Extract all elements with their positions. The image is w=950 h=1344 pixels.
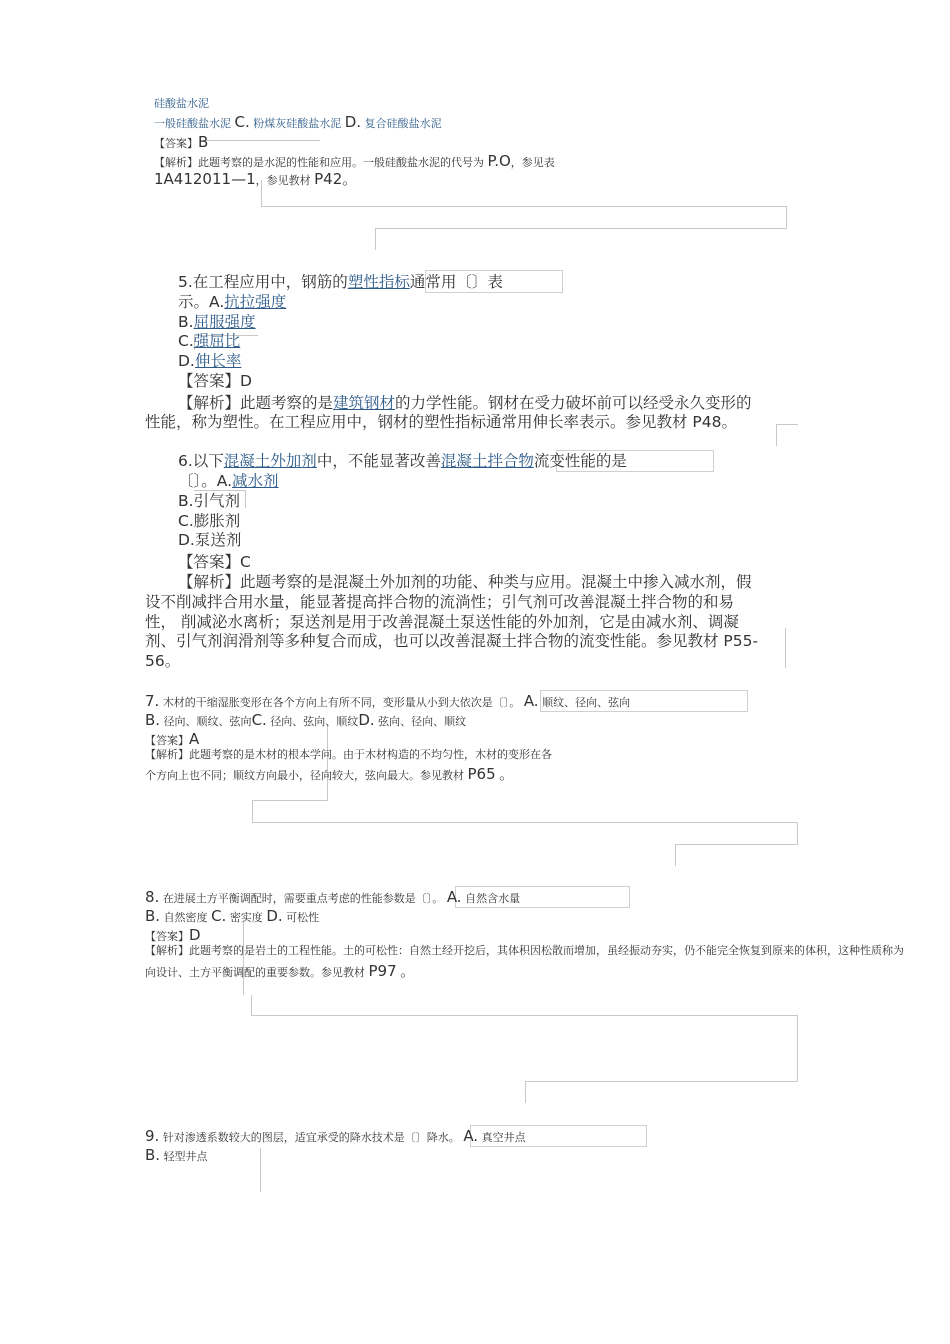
q7-options-bcd — [145, 711, 466, 729]
q8-option-b: 自然密度 — [163, 911, 208, 924]
q7-analysis-line2 — [145, 765, 514, 783]
q8-number: 8. — [145, 888, 160, 906]
q4-option-d: 复合硅酸盐水泥 — [364, 117, 442, 130]
frame-line — [252, 800, 253, 822]
q5-analysis-line1 — [178, 394, 752, 413]
analysis-text: 个方向上也不同；顺纹方向最小，径向较大，弦向最大。参见教材 — [145, 769, 464, 782]
option-letter: A. — [446, 888, 462, 906]
q7-option-b: 径向、顺纹、弦向 — [163, 715, 252, 728]
option-letter: D. — [266, 907, 283, 925]
q6-stem-line1 — [178, 452, 627, 471]
option-letter: A. — [523, 692, 539, 710]
q6-option-a-link[interactable]: 减水剂 — [232, 472, 279, 490]
analysis-text: 向设计、土方平衡调配的重要参数。参见教材 — [145, 966, 365, 979]
frame-line — [251, 995, 252, 1015]
answer-value: D — [189, 926, 201, 944]
answer-value: A — [189, 730, 200, 748]
q8-option-a: 自然含水量 — [465, 892, 521, 905]
option-letter: B. — [145, 907, 161, 925]
q8-stem — [145, 888, 520, 906]
q5-stem-text: 在工程应用中，钢筋的 — [192, 273, 348, 291]
q6-analysis-line1: 【解析】此题考察的是混凝土外加剂的功能、种类与应用。混凝土中掺入减水剂，假 — [178, 573, 752, 591]
q5-option-c-link[interactable]: 强屈比 — [193, 332, 241, 350]
analysis-text: 此题考察的是水泥的性能和应用。一般硅酸盐水泥的代号为 — [198, 156, 484, 169]
frame-line — [375, 228, 376, 250]
q5-stem-text: 通常用〔〕表 — [409, 273, 503, 291]
frame-line — [797, 822, 798, 844]
frame-line — [776, 424, 777, 446]
q5-link-plasticity-index[interactable]: 塑性指标 — [347, 273, 410, 291]
q5-option-c — [178, 332, 240, 351]
frame-line — [525, 1081, 798, 1082]
option-letter: D. — [358, 711, 375, 729]
q7-number: 7. — [145, 692, 160, 710]
q8-stem-text: 在进展土方平衡调配时，需要重点考虑的性能参数是〔〕。 — [162, 892, 444, 905]
q5-analysis-line2: 性能，称为塑性。在工程应用中，钢材的塑性指标通常用伸长率表示。参见教材 P48。 — [145, 413, 737, 431]
q6-stem-line2 — [178, 472, 279, 491]
q9-option-a: 真空井点 — [481, 1131, 526, 1144]
q4-option-d-letter: D. — [344, 113, 362, 131]
q8-option-d: 可松性 — [286, 911, 320, 924]
q6-link-concrete-mix[interactable]: 混凝土拌合物 — [440, 452, 534, 470]
q8-answer — [145, 926, 201, 944]
option-letter: C. — [211, 907, 227, 925]
q7-option-d: 弦向、径向、顺纹 — [378, 715, 467, 728]
q7-stem-text: 木材的干缩湿胀变形在各个方向上有所不同，变形量从小到大依次是〔〕。 — [162, 696, 521, 709]
frame-line — [245, 490, 246, 508]
frame-line — [243, 920, 244, 995]
analysis-table-ref: 1A412011—1 — [154, 170, 256, 188]
q6-link-admixture[interactable]: 混凝土外加剂 — [223, 452, 317, 470]
q5-option-a-link[interactable]: 抗拉强度 — [224, 293, 287, 311]
analysis-page-ref: P42 — [314, 170, 343, 188]
q5-option-d-link[interactable]: 伸长率 — [194, 352, 242, 370]
option-letter: A. — [463, 1127, 479, 1145]
q4-option-c: 粉煤灰硅酸盐水泥 — [253, 117, 342, 130]
q8-analysis-line1: 【解析】此题考察的是岩土的工程性能。土的可松性：自然土经开挖后，其体积因松散而增加，虽经振动夯实，仍不能完全恢复到原来的体积，这种性质称为 — [145, 944, 904, 957]
analysis-text: 的力学性能。钢材在受力破坏前可以经受永久变形的 — [395, 394, 752, 412]
q6-analysis-line5: 56。 — [145, 652, 181, 670]
q4-options-bcd — [154, 113, 442, 131]
q7-analysis-line1: 【解析】此题考察的是木材的根本学问。由于木材构造的不均匀性，木材的变形在各 — [145, 748, 552, 761]
analysis-text: ，参见教材 — [255, 174, 311, 187]
q6-stem-text: 〔〕。A. — [178, 472, 233, 490]
q5-stem-text: 示。A. — [178, 293, 225, 311]
q6-option-c: C.膨胀剂 — [178, 512, 241, 530]
q6-option-d: D.泵送剂 — [178, 531, 242, 549]
q7-stem — [145, 692, 630, 710]
frame-line — [203, 140, 320, 141]
analysis-end: 。 — [342, 170, 358, 188]
analysis-code: P.O — [487, 152, 511, 170]
analysis-text: 【解析】此题考察的是 — [178, 394, 334, 412]
q6-analysis-line2: 设不削减拌合用水量，能显著提高拌合物的流淌性；引气剂可改善混凝土拌合物的和易 — [145, 593, 735, 611]
q5-link-building-steel[interactable]: 建筑钢材 — [333, 394, 396, 412]
q6-stem-text: 6.以下 — [178, 452, 224, 470]
frame-line — [675, 844, 798, 845]
option-letter: C. — [251, 711, 267, 729]
q5-stem-line2 — [178, 293, 286, 312]
q4-option-c-letter: C. — [234, 113, 250, 131]
option-letter: B. — [145, 711, 161, 729]
q9-stem — [145, 1127, 526, 1145]
q5-option-d — [178, 352, 241, 371]
q9-stem-text: 针对渗透系数较大的图层，适宜承受的降水技术是〔〕降水。 — [162, 1131, 460, 1144]
option-letter: D. — [178, 352, 195, 370]
q5-option-b — [178, 313, 256, 332]
q5-option-b-link[interactable]: 屈服强度 — [193, 313, 256, 331]
q9-option-b-row — [145, 1146, 208, 1164]
option-letter: B. — [145, 1146, 161, 1164]
frame-line — [375, 228, 787, 229]
frame-line — [785, 628, 786, 668]
q4-answer — [154, 133, 208, 151]
q4-analysis-line2 — [154, 170, 357, 188]
frame-line — [252, 800, 328, 801]
q5-answer: 【答案】D — [178, 372, 252, 390]
analysis-page-ref: P65 — [467, 765, 496, 783]
frame-line — [327, 725, 328, 800]
q6-stem-text: 中，不能显著改善 — [316, 452, 441, 470]
frame-line — [675, 844, 676, 866]
q6-analysis-line4: 剂、引气剂润滑剂等多种复合而成，也可以改善混凝土拌合物的流变性能。参见教材 P55- — [145, 632, 759, 650]
q6-analysis-line3: 性， 削减泌水离析；泵送剂是用于改善混凝土泵送性能的外加剂，它是由减水剂、调凝 — [145, 613, 739, 631]
frame-line — [797, 1015, 798, 1081]
frame-line — [786, 206, 787, 228]
frame-line — [251, 1015, 798, 1016]
answer-label: 【答案】 — [145, 930, 189, 943]
q7-option-c: 径向、弦向、顺纹 — [270, 715, 359, 728]
answer-label: 【答案】 — [154, 137, 198, 150]
q6-option-b: B.引气剂 — [178, 492, 241, 510]
q8-options-bcd — [145, 907, 319, 925]
q6-stem-text: 流变性能的是 — [533, 452, 627, 470]
option-letter: C. — [178, 332, 194, 350]
analysis-label: 【解析】 — [154, 156, 198, 169]
answer-label: 【答案】 — [145, 734, 189, 747]
q6-answer: 【答案】C — [178, 553, 251, 571]
analysis-text: ，参见表 — [510, 156, 555, 169]
q8-analysis-line2 — [145, 962, 415, 980]
analysis-page-ref: P97 — [368, 962, 397, 980]
frame-line — [776, 424, 798, 425]
q4-option-a: 硅酸盐水泥 — [154, 97, 209, 110]
analysis-end: 。 — [400, 962, 416, 980]
option-letter: B. — [178, 313, 194, 331]
frame-line — [525, 1081, 526, 1103]
q4-analysis-line1 — [154, 152, 555, 170]
q9-number: 9. — [145, 1127, 160, 1145]
q8-option-c: 密实度 — [229, 911, 263, 924]
analysis-end: 。 — [499, 765, 515, 783]
frame-line — [261, 206, 787, 207]
q4-option-b: 一般硅酸盐水泥 — [154, 117, 231, 130]
q5-stem-line1 — [178, 273, 503, 292]
q5-number: 5. — [178, 273, 193, 291]
frame-line — [252, 822, 798, 823]
frame-line — [260, 1148, 261, 1192]
q9-option-b: 轻型井点 — [163, 1150, 208, 1163]
q7-option-a: 顺纹、径向、弦向 — [542, 696, 631, 709]
answer-value: B — [198, 133, 209, 151]
q7-answer — [145, 730, 199, 748]
